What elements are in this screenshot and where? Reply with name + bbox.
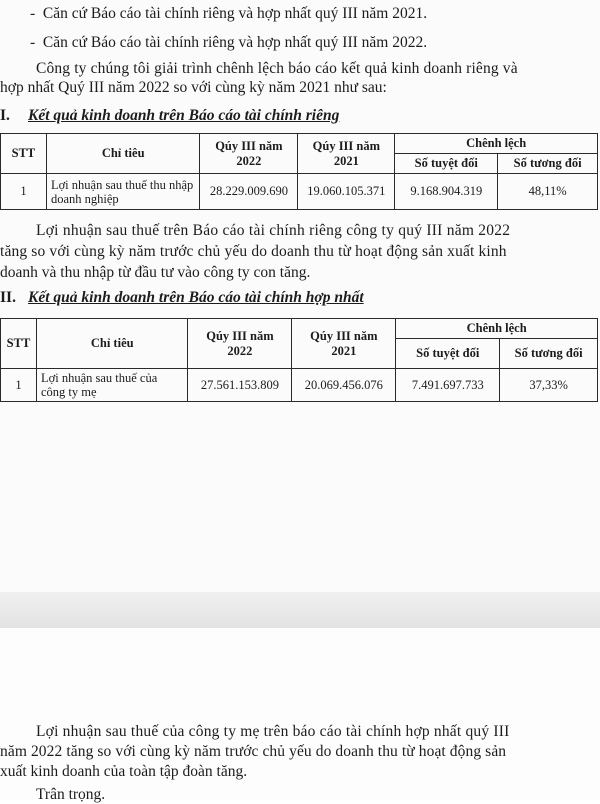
header-q3-2022: Qúy III năm 2022 <box>200 134 298 174</box>
intro-line-2: hợp nhất Quý III năm 2022 so với cùng kỳ năm 2021 như sau: <box>0 79 387 96</box>
header-q3-2021: Qúy III năm 2021 <box>298 134 395 174</box>
table-separate-results <box>0 133 598 210</box>
cell-q3-2021: 19.060.105.371 <box>298 174 395 210</box>
cell-so-tuong-doi: 37,33% <box>500 369 598 402</box>
cell-so-tuyet-doi: 9.168.904.319 <box>395 174 498 210</box>
header-chi-tieu: Chỉ tiêu <box>46 134 199 174</box>
section-1-explain-line-3: doanh và thu nhập từ đầu tư vào công ty con tăng. <box>0 264 311 281</box>
header-chenh-lech: Chênh lệch <box>396 319 598 339</box>
header-q3-2021: Qúy III năm 2021 <box>292 319 396 369</box>
section-2-number: II. <box>0 289 16 306</box>
cell-q3-2022: 27.561.153.809 <box>188 369 292 402</box>
intro-line-1: Công ty chúng tôi giải trình chênh lệch báo cáo kết quả kinh doanh riêng và <box>36 60 518 77</box>
table-row <box>1 174 598 210</box>
cell-stt: 1 <box>1 369 37 402</box>
page-break <box>0 592 600 628</box>
cell-chi-tieu: Lợi nhuận sau thuế thu nhập doanh nghiệp <box>46 174 199 210</box>
bullet-line-1: - Căn cứ Báo cáo tài chính riêng và hợp nhất quý III năm 2021. <box>30 5 428 22</box>
bullet-text-2: Căn cứ Báo cáo tài chính riêng và hợp nhất quý III năm 2022. <box>42 34 428 51</box>
section-1-number: I. <box>0 107 10 124</box>
section-1-explain-line-1: Lợi nhuận sau thuế trên Báo cáo tài chính riêng công ty quý III năm 2022 <box>36 222 511 239</box>
header-q3-2022: Qúy III năm 2022 <box>188 319 292 369</box>
cell-q3-2021: 20.069.456.076 <box>292 369 396 402</box>
section-1-explain-line-2: tăng so với cùng kỳ năm trước chủ yếu do doanh thu từ hoạt động sản xuất kinh <box>0 243 507 260</box>
table-row <box>1 369 598 402</box>
cell-q3-2022: 28.229.009.690 <box>200 174 298 210</box>
document-page-2 <box>0 628 600 803</box>
header-stt: STT <box>1 134 47 174</box>
page-2-explain-line-1: Lợi nhuận sau thuế của công ty mẹ trên báo cáo tài chính hợp nhất quý III <box>36 723 510 740</box>
section-1-heading <box>0 107 600 127</box>
cell-stt: 1 <box>1 174 47 210</box>
page-2-explain-line-2: năm 2022 tăng so với cùng kỳ năm trước chủ yếu do doanh thu từ hoạt động sản <box>0 743 507 760</box>
section-2-heading <box>0 289 600 309</box>
cell-so-tuyet-doi: 7.491.697.733 <box>396 369 500 402</box>
closing-text: Trân trọng. <box>36 786 106 803</box>
bullet-text-1: Căn cứ Báo cáo tài chính riêng và hợp nhất quý III năm 2021. <box>42 5 428 22</box>
table-consolidated-results <box>0 318 598 402</box>
bullet-line-2: - Căn cứ Báo cáo tài chính riêng và hợp nhất quý III năm 2022. <box>30 34 428 51</box>
section-1-title: Kết quả kinh doanh trên Báo cáo tài chính riêng <box>28 107 340 124</box>
header-so-tuyet-doi: Số tuyệt đối <box>396 339 500 369</box>
header-so-tuyet-doi: Số tuyệt đối <box>395 154 498 174</box>
header-so-tuong-doi: Số tương đối <box>498 154 598 174</box>
header-chi-tieu: Chỉ tiêu <box>36 319 187 369</box>
header-chenh-lech: Chênh lệch <box>395 134 598 154</box>
header-stt: STT <box>1 319 37 369</box>
section-2-title: Kết quả kinh doanh trên Báo cáo tài chính hợp nhất <box>28 289 364 306</box>
cell-chi-tieu: Lợi nhuận sau thuế của công ty mẹ <box>36 369 187 402</box>
header-so-tuong-doi: Số tương đối <box>500 339 598 369</box>
cell-so-tuong-doi: 48,11% <box>498 174 598 210</box>
page-2-explain-line-3: xuất kinh doanh của toàn tập đoàn tăng. <box>0 763 248 780</box>
